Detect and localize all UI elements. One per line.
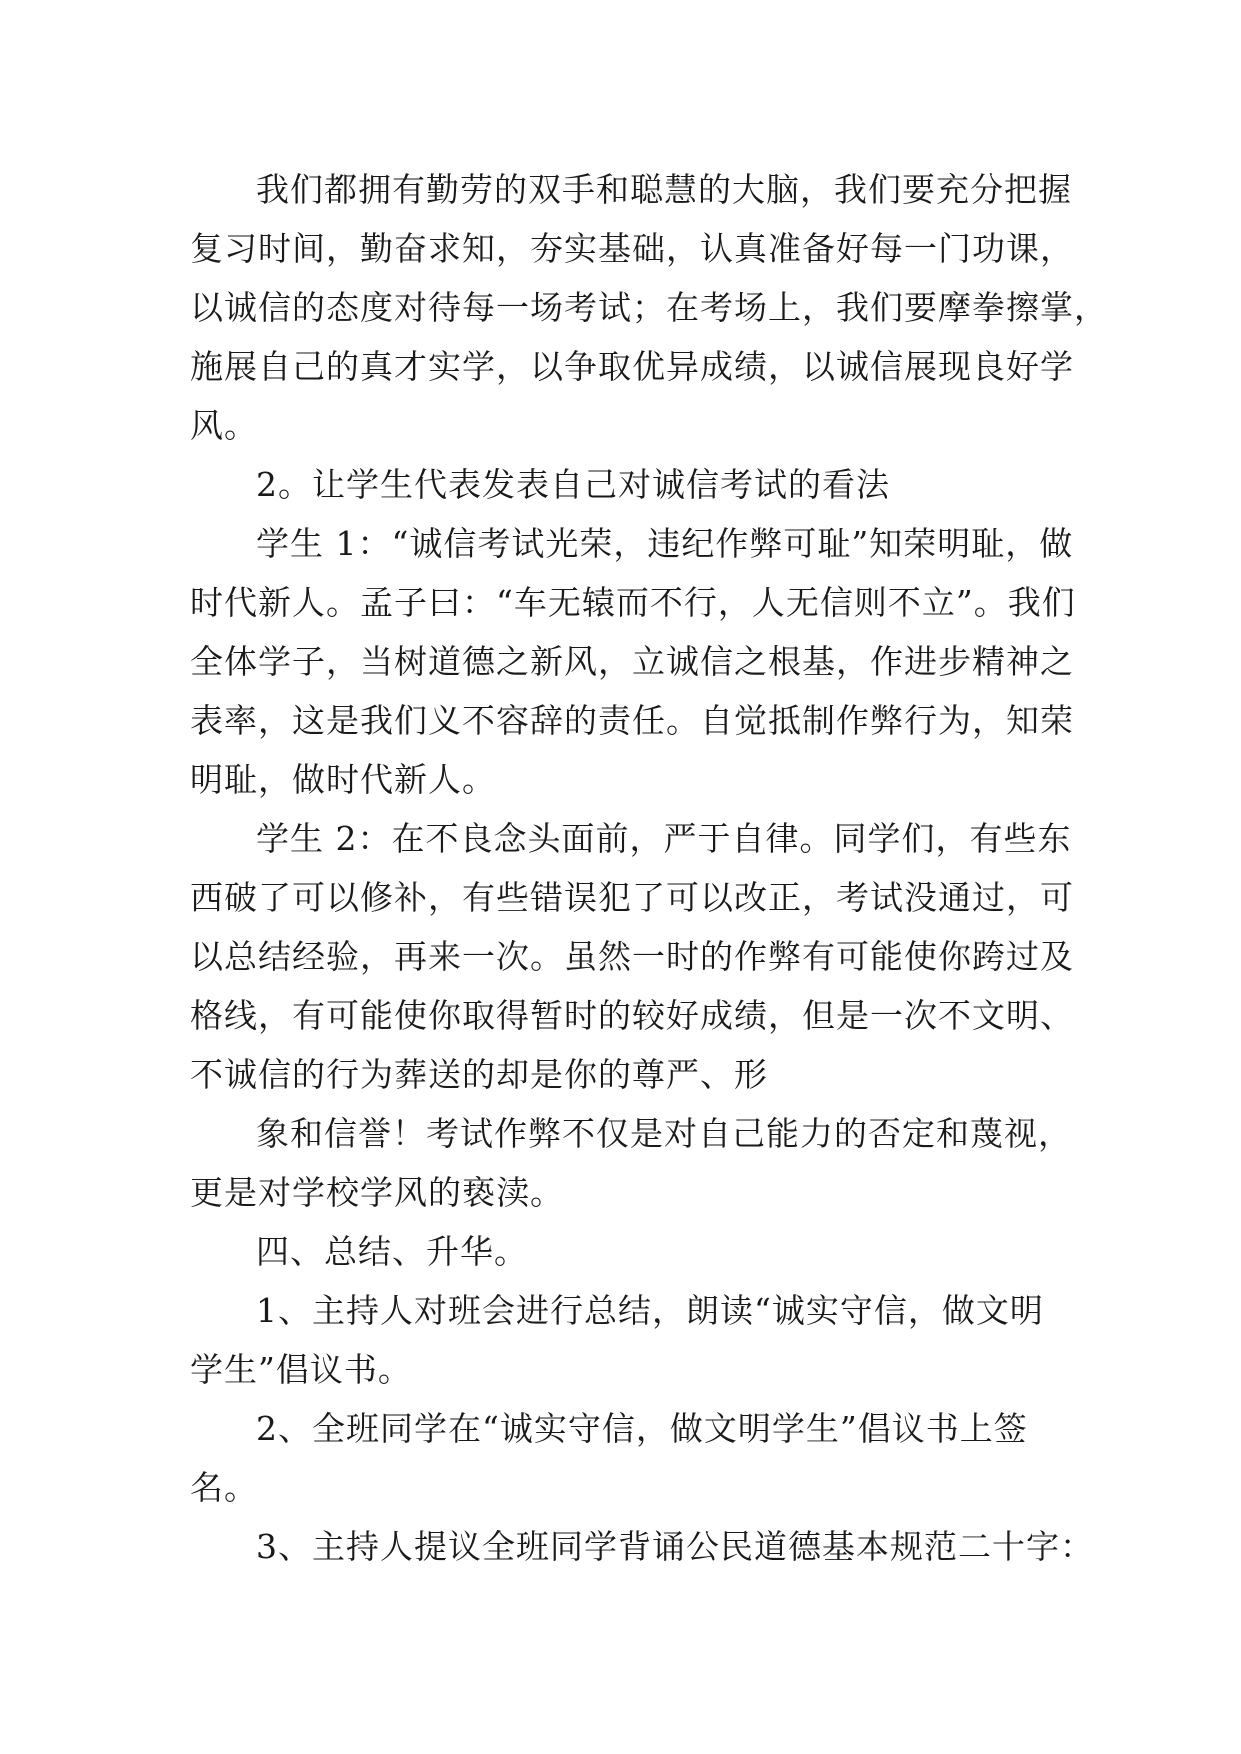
text-line: 象和信誉！考试作弊不仅是对自己能力的否定和蔑视， bbox=[256, 1114, 1072, 1153]
document-page bbox=[190, 160, 1108, 1576]
text-line: 3、主持人提议全班同学背诵公民道德基本规范二十字： bbox=[256, 1527, 1094, 1566]
text-line: 我们都拥有勤劳的双手和聪慧的大脑，我们要充分把握 bbox=[256, 170, 1072, 209]
paragraph bbox=[190, 1281, 1050, 1399]
text-line: 学生”倡议书。 bbox=[190, 1350, 412, 1389]
text-line: 不诚信的行为葬送的却是你的尊严、形 bbox=[190, 1055, 768, 1094]
text-line: 学生 2：在不良念头面前，严于自律。同学们，有些东 bbox=[256, 819, 1072, 858]
paragraph bbox=[190, 1104, 1072, 1222]
text-line: 以诚信的态度对待每一场考试；在考场上，我们要摩拳擦掌， bbox=[190, 288, 1108, 327]
paragraph bbox=[190, 514, 1076, 809]
text-line: 以总结经验，再来一次。虽然一时的作弊有可能使你跨过及 bbox=[190, 937, 1074, 976]
text-line: 西破了可以修补，有些错误犯了可以改正，考试没通过，可 bbox=[190, 878, 1074, 917]
text-line: 复习时间，勤奋求知，夯实基础，认真准备好每一门功课， bbox=[190, 229, 1074, 268]
text-line: 明耻，做时代新人。 bbox=[190, 760, 496, 799]
text-line: 格线，有可能使你取得暂时的较好成绩，但是一次不文明、 bbox=[190, 996, 1074, 1035]
text-line: 时代新人。孟子曰：“车无辕而不行，人无信则不立”。我们 bbox=[190, 583, 1076, 622]
text-line: 名。 bbox=[190, 1468, 258, 1507]
text-line: 施展自己的真才实学，以争取优异成绩，以诚信展现良好学 bbox=[190, 347, 1074, 386]
text-line: 更是对学校学风的亵渎。 bbox=[190, 1173, 564, 1212]
text-line: 1、主持人对班会进行总结，朗读“诚实守信，做文明 bbox=[256, 1291, 1044, 1330]
text-line: 风。 bbox=[190, 406, 258, 445]
text-line: 四、总结、升华。 bbox=[256, 1232, 528, 1271]
paragraph bbox=[190, 1517, 1094, 1576]
paragraph bbox=[190, 1399, 1050, 1517]
text-line: 全体学子，当树道德之新风，立诚信之根基，作进步精神之 bbox=[190, 642, 1074, 681]
paragraph bbox=[190, 809, 1074, 1104]
text-line: 学生 1：“诚信考试光荣，违纪作弊可耻”知荣明耻，做 bbox=[256, 524, 1074, 563]
text-line: 2。让学生代表发表自己对诚信考试的看法 bbox=[256, 465, 890, 504]
text-line: 表率，这是我们义不容辞的责任。自觉抵制作弊行为，知荣 bbox=[190, 701, 1074, 740]
paragraph bbox=[190, 455, 1050, 514]
text-line: 2、全班同学在“诚实守信，做文明学生”倡议书上签 bbox=[256, 1409, 1028, 1448]
paragraph bbox=[190, 160, 1108, 455]
section-heading bbox=[190, 1222, 1050, 1281]
